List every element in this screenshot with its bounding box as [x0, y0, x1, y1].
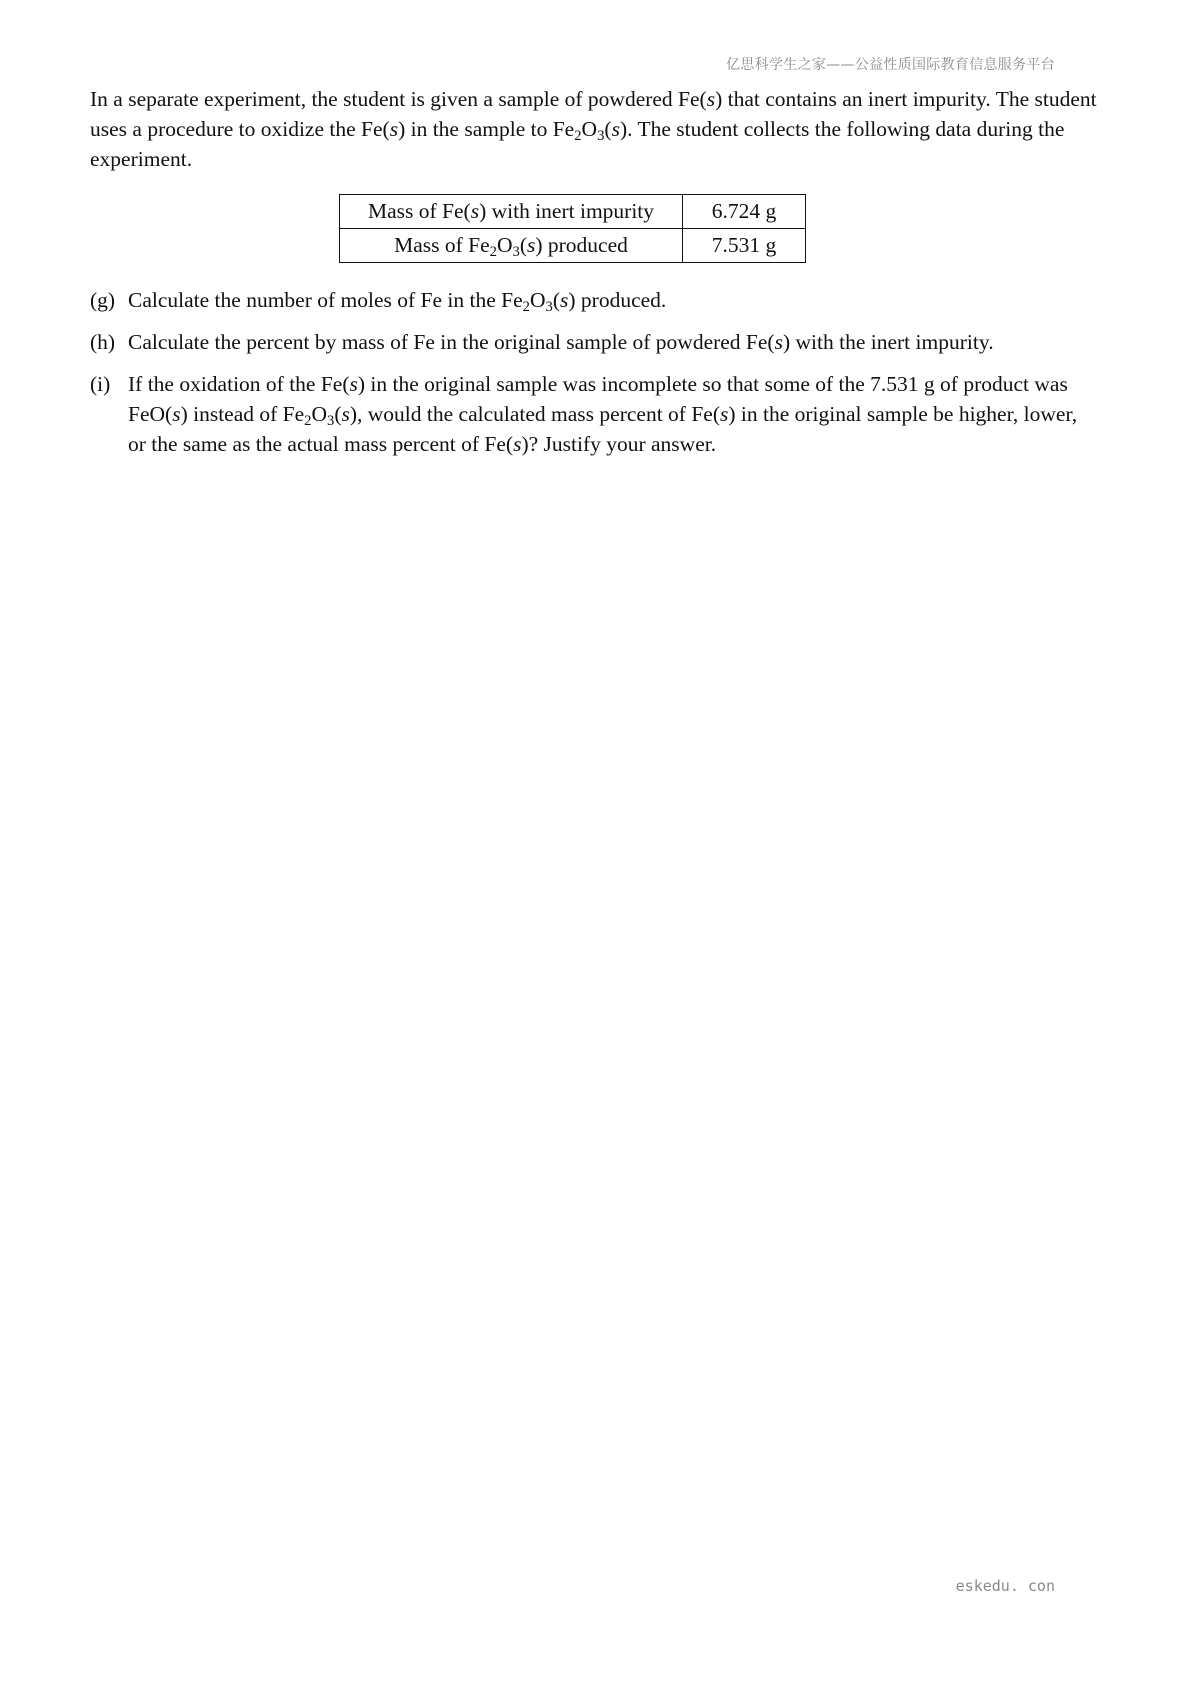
data-table	[339, 194, 806, 263]
question-g	[90, 285, 1100, 315]
question-i	[90, 369, 1100, 459]
table-cell-label: Mass of Fe(s) with inert impurity	[340, 195, 683, 229]
table-row	[340, 229, 806, 263]
question-label: (i)	[90, 372, 111, 396]
question-label: (g)	[90, 288, 116, 312]
question-text: Calculate the percent by mass of Fe in the original sample of powdered Fe(s) with the inert impurity.	[128, 330, 994, 354]
header-watermark: 亿思科学生之家——公益性质国际教育信息服务平台	[726, 57, 1055, 73]
table-cell-label: Mass of $Fe_2O_3(s)$ produced	[340, 229, 683, 263]
question-text: Calculate the number of moles of Fe in the $Fe_2O_3(s)$ produced.	[128, 288, 667, 316]
question-h	[90, 327, 1100, 357]
question-label: (h)	[90, 330, 116, 354]
question-text: If the oxidation of the Fe(s) in the original sample was incomplete so that some of the 7.531 g of product was FeO(s) instead of $Fe_2O_3(s)$, would the calculated mass percent of Fe(s) in the original sample be higher, lower, or the same as the actual mass percent of Fe(s)? Justify your answer.	[128, 372, 1078, 456]
footer-watermark: eskedu. con	[955, 1577, 1055, 1595]
table-cell-value: 7.531 g	[683, 229, 806, 263]
table-cell-value: 6.724 g	[683, 195, 806, 229]
table-row	[340, 195, 806, 229]
questions-list	[90, 285, 1100, 459]
document-content	[90, 84, 1100, 471]
intro-paragraph: In a separate experiment, the student is given a sample of powdered Fe(s) that contains an inert impurity. The student uses a procedure to oxidize the Fe(s) in the sample to $Fe_2O_3(s)$. The student collects the following data during the experiment.	[90, 87, 1097, 171]
